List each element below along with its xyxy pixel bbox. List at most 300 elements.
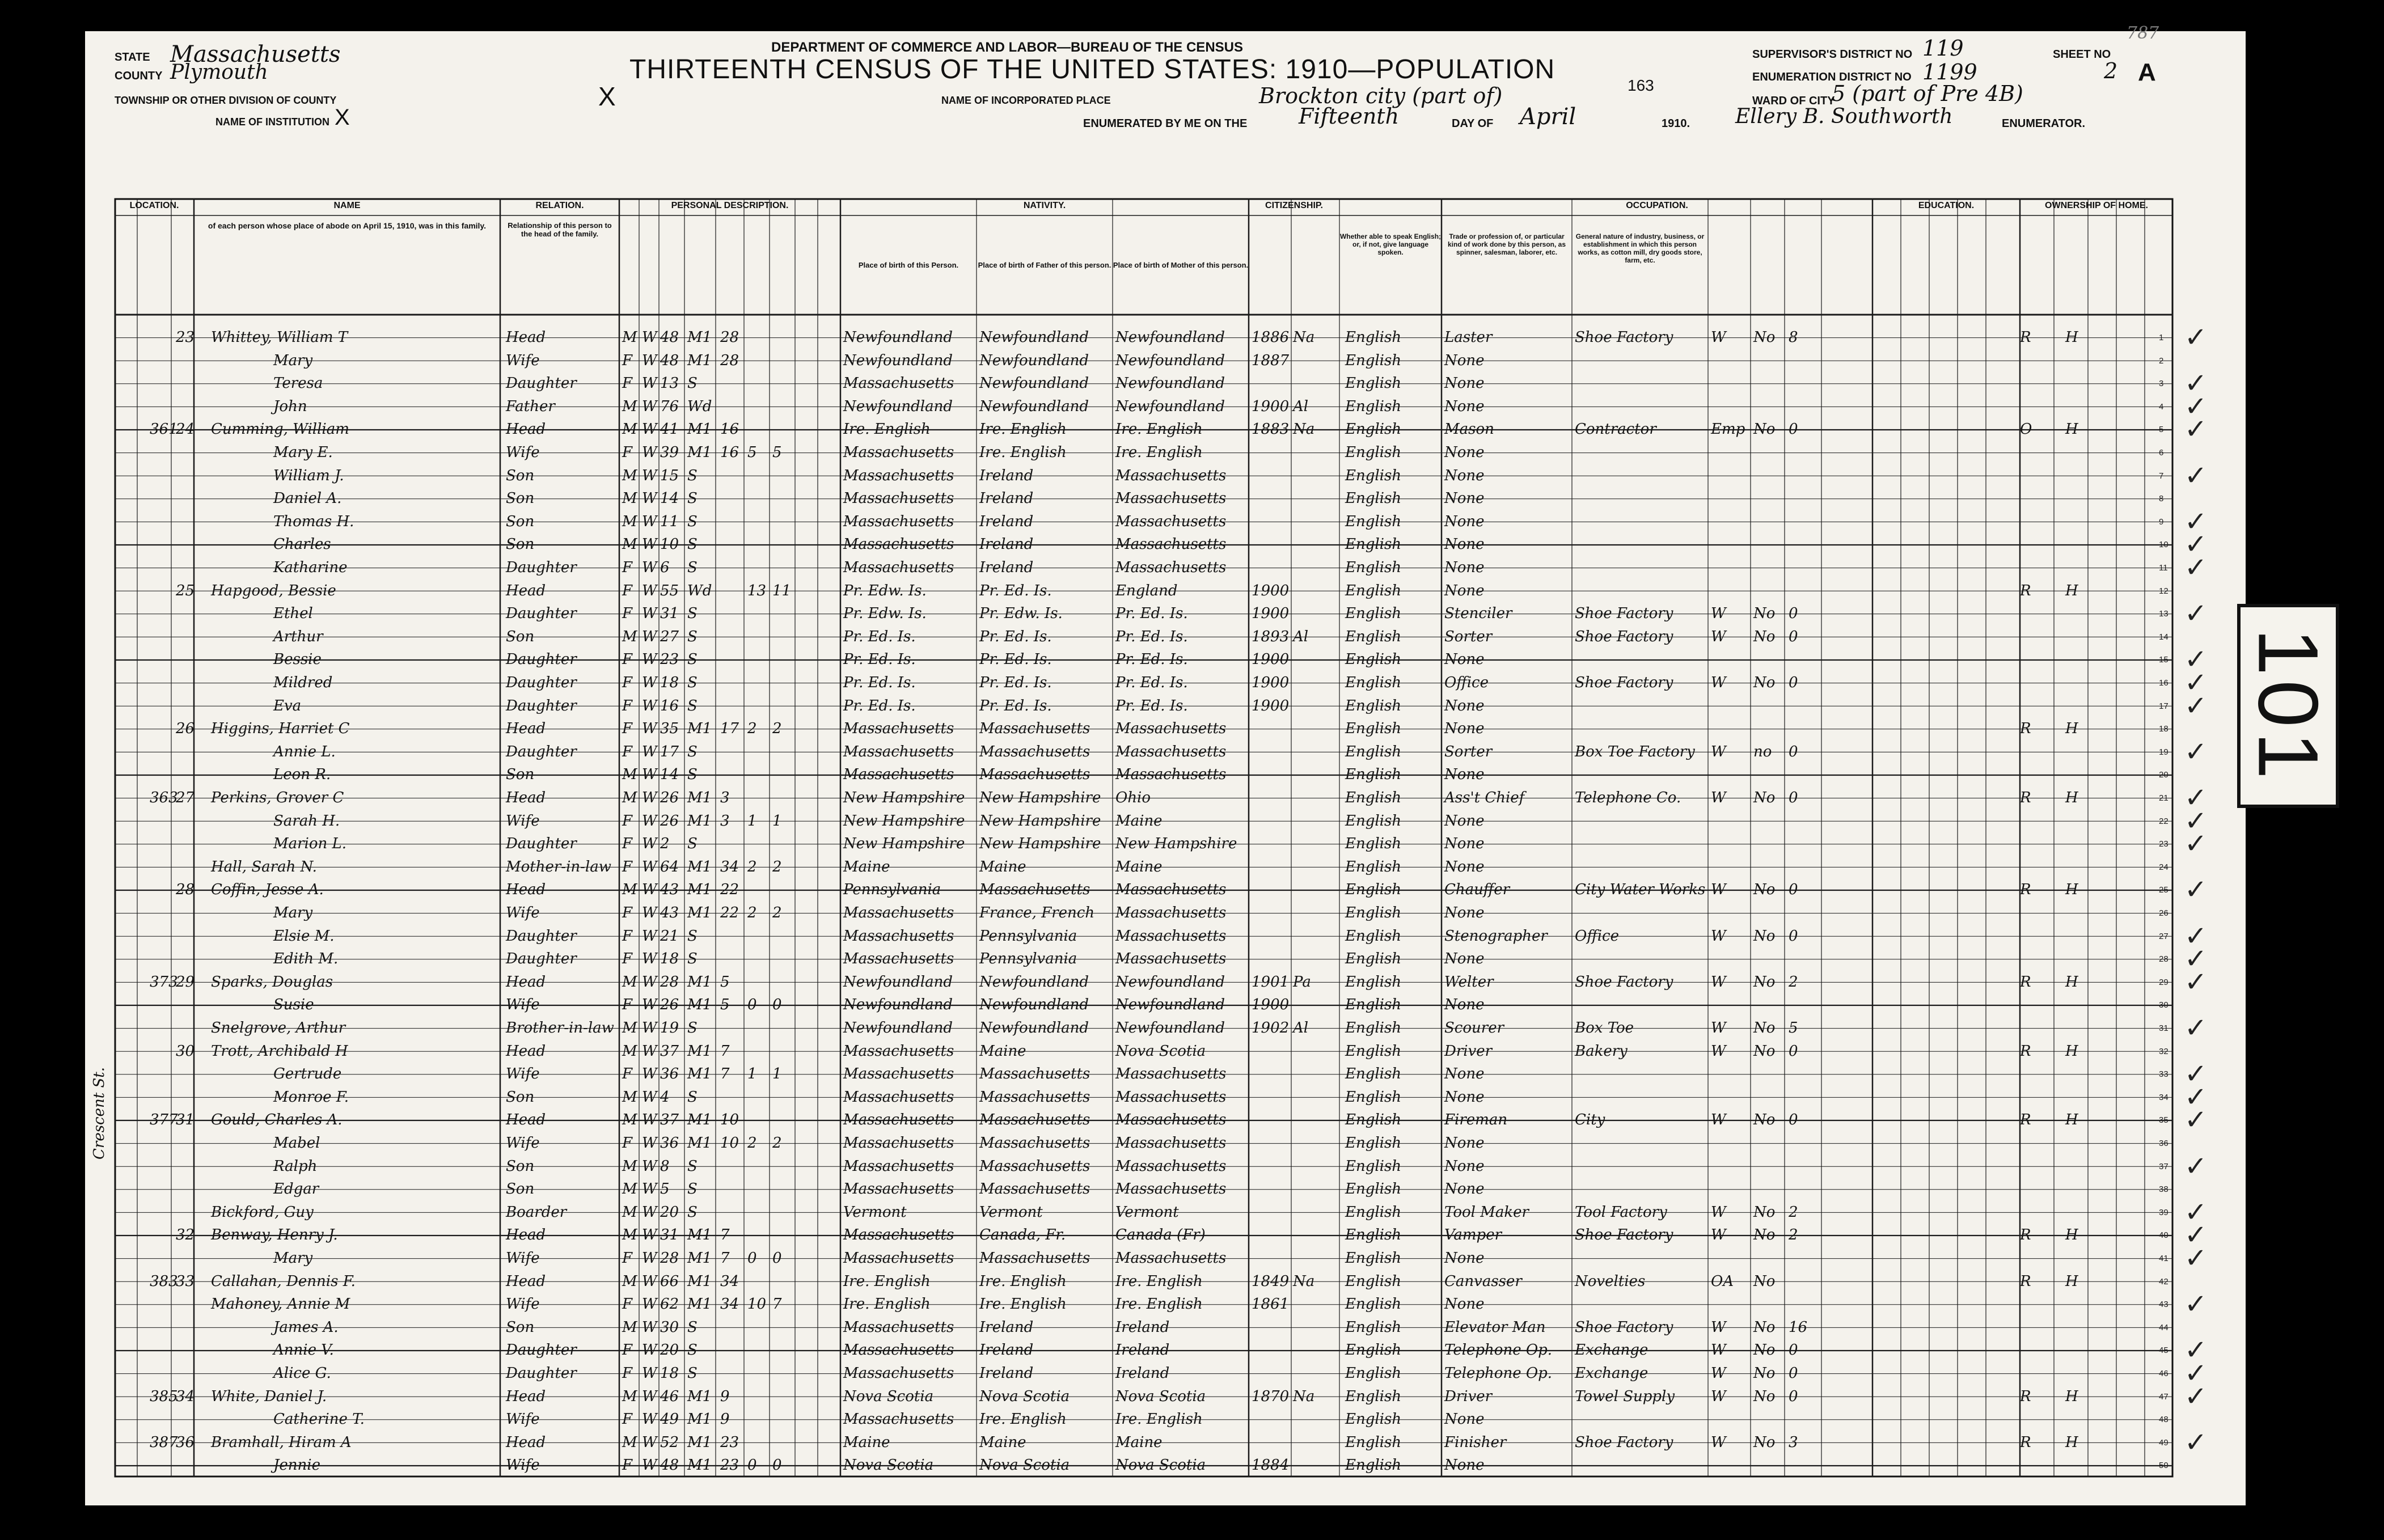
row-number: 26	[2159, 908, 2169, 918]
cell-rel: Daughter	[506, 605, 577, 623]
cell-bp: Massachusetts	[843, 559, 954, 576]
cell-sex: M	[622, 1203, 637, 1221]
cell-occ: Driver	[1444, 1042, 1493, 1060]
cell-born: 2	[747, 858, 757, 875]
cell-fbp: France, French	[979, 904, 1095, 921]
cell-lang: English	[1345, 904, 1402, 921]
cell-occ: Sorter	[1444, 628, 1493, 645]
cell-sex: F	[622, 651, 633, 669]
sheet-label: SHEET NO	[2053, 48, 2111, 61]
cell-sex: F	[622, 950, 633, 968]
cell-sex: F	[622, 697, 633, 714]
cell-fbp: Ire. English	[979, 1411, 1067, 1428]
tally-check-mark: ✓	[2184, 459, 2208, 492]
cell-mbp: Newfoundland	[1115, 397, 1225, 415]
cell-occ: None	[1444, 582, 1485, 599]
cell-bp: Massachusetts	[843, 1250, 954, 1267]
cell-fbp: Pr. Ed. Is.	[979, 651, 1052, 669]
cell-age: 18	[660, 674, 679, 691]
row-number: 49	[2159, 1437, 2169, 1448]
cell-rel: Wife	[506, 1296, 540, 1313]
cell-ms: M1	[687, 1250, 712, 1267]
cell-race: W	[642, 329, 657, 346]
cell-lang: English	[1345, 582, 1402, 599]
cell-bp: Newfoundland	[843, 397, 953, 415]
cell-own: R	[2020, 1226, 2031, 1244]
cell-imm: 1849	[1252, 1272, 1290, 1290]
cell-lang: English	[1345, 1457, 1402, 1474]
cell-name: Bessie	[273, 651, 322, 669]
cell-rel: Father	[506, 397, 555, 415]
cell-yrs: 3	[720, 812, 730, 830]
cell-ms: M1	[687, 720, 712, 738]
cell-ind: Office	[1575, 927, 1619, 945]
cell-alive: 0	[772, 1457, 782, 1474]
cell-mbp: Massachusetts	[1115, 536, 1227, 553]
cell-fam: 24	[176, 421, 195, 438]
cell-wk: 0	[1789, 628, 1798, 645]
cell-unemp: No	[1753, 1318, 1776, 1336]
cell-name: Benway, Henry J.	[211, 1226, 338, 1244]
tally-check-mark: ✓	[2184, 828, 2208, 860]
cell-ms: M1	[687, 329, 712, 346]
row-number: 31	[2159, 1023, 2169, 1033]
cell-alive: 0	[772, 996, 782, 1014]
cell-lang: English	[1345, 536, 1402, 553]
cell-born: 1	[747, 812, 757, 830]
cell-age: 11	[660, 513, 679, 530]
cell-sex: F	[622, 927, 633, 945]
tally-check-mark: ✓	[2184, 805, 2208, 837]
cell-unemp: No	[1753, 628, 1776, 645]
cell-age: 17	[660, 743, 679, 760]
place-label: NAME OF INCORPORATED PLACE	[941, 95, 1111, 106]
cell-bp: Massachusetts	[843, 950, 954, 968]
cell-imm: 1886	[1252, 329, 1290, 346]
cell-race: W	[642, 835, 657, 853]
cell-lang: English	[1345, 375, 1402, 392]
cell-wk: 2	[1789, 1203, 1798, 1221]
cell-sex: M	[622, 490, 637, 507]
cell-occ: Stenographer	[1444, 927, 1548, 945]
cell-emp: W	[1711, 1203, 1726, 1221]
cell-name: Mildred	[273, 674, 333, 691]
county-value: Plymouth	[170, 61, 268, 84]
cell-rel: Head	[506, 421, 546, 438]
cell-sex: M	[622, 789, 637, 806]
row-number: 38	[2159, 1184, 2169, 1195]
cell-occ: Ass't Chief	[1444, 789, 1525, 806]
cell-lang: English	[1345, 1181, 1402, 1198]
cell-occ: None	[1444, 352, 1485, 369]
row-number: 9	[2159, 517, 2164, 527]
county-label: COUNTY	[115, 70, 163, 82]
cell-imm: 1900	[1252, 582, 1290, 599]
institution-value: X	[335, 105, 350, 130]
cell-occ: None	[1444, 1411, 1485, 1428]
cell-bp: Ire. English	[843, 421, 931, 438]
cell-bp: Massachusetts	[843, 1181, 954, 1198]
corner-number: 787	[2127, 23, 2159, 43]
cell-race: W	[642, 1411, 657, 1428]
row-number: 20	[2159, 770, 2169, 780]
cell-race: W	[642, 651, 657, 669]
cell-lang: English	[1345, 789, 1402, 806]
cell-race: W	[642, 1111, 657, 1129]
cell-rel: Head	[506, 1111, 546, 1129]
cell-rel: Daughter	[506, 651, 577, 669]
tally-check-mark: ✓	[2184, 874, 2208, 906]
cell-alive: 2	[772, 904, 782, 921]
enumerated-label: ENUMERATED BY ME ON THE	[1083, 117, 1248, 130]
cell-ms: Wd	[687, 582, 712, 599]
cell-emp: W	[1711, 743, 1726, 760]
cell-fbp: Newfoundland	[979, 352, 1089, 369]
cell-fbp: Pr. Ed. Is.	[979, 582, 1052, 599]
cell-ms: S	[687, 467, 698, 484]
row-number: 19	[2159, 747, 2169, 757]
cell-wk: 2	[1789, 973, 1798, 991]
cell-born: 5	[747, 444, 757, 461]
cell-lang: English	[1345, 1135, 1402, 1152]
cell-bp: Pr. Ed. Is.	[843, 651, 916, 669]
cell-sex: F	[622, 1411, 633, 1428]
cell-lang: English	[1345, 743, 1402, 760]
cell-mbp: Massachusetts	[1115, 927, 1227, 945]
cell-sex: M	[622, 1226, 637, 1244]
cell-race: W	[642, 1226, 657, 1244]
cell-mbp: Maine	[1115, 858, 1163, 875]
cell-mbp: Newfoundland	[1115, 973, 1225, 991]
relation-header: RELATION.	[535, 201, 584, 210]
cell-rel: Daughter	[506, 1342, 577, 1359]
row-number: 10	[2159, 540, 2169, 550]
cell-race: W	[642, 490, 657, 507]
cell-bp: Massachusetts	[843, 1157, 954, 1175]
cell-fbp: Pr. Ed. Is.	[979, 628, 1052, 645]
cell-rel: Head	[506, 1272, 546, 1290]
cell-rel: Head	[506, 582, 546, 599]
supervisor-label: SUPERVISOR'S DISTRICT NO	[1752, 48, 1913, 61]
cell-age: 10	[660, 536, 679, 553]
cell-race: W	[642, 697, 657, 714]
cell-emp: W	[1711, 1387, 1726, 1405]
cell-ms: S	[687, 490, 698, 507]
cell-wk: 0	[1789, 927, 1798, 945]
cell-unemp: No	[1753, 1111, 1776, 1129]
cell-age: 43	[660, 881, 679, 899]
cell-bp: Pr. Edw. Is.	[843, 605, 927, 623]
cell-yrs: 10	[720, 1111, 739, 1129]
row-number: 37	[2159, 1161, 2169, 1171]
cell-sex: M	[622, 397, 637, 415]
cell-race: W	[642, 1135, 657, 1152]
cell-yrs: 9	[720, 1387, 730, 1405]
cell-bp: Massachusetts	[843, 1111, 954, 1129]
cell-ms: M1	[687, 1272, 712, 1290]
cell-occ: Tool Maker	[1444, 1203, 1529, 1221]
cell-name: William J.	[273, 467, 344, 484]
cell-name: Ethel	[273, 605, 313, 623]
cell-age: 37	[660, 1042, 679, 1060]
cell-fam: 27	[176, 789, 195, 806]
cell-lang: English	[1345, 559, 1402, 576]
cell-lang: English	[1345, 421, 1402, 438]
cell-ind: Box Toe Factory	[1575, 743, 1695, 760]
cell-mbp: Ireland	[1115, 1318, 1170, 1336]
cell-name: Arthur	[273, 628, 323, 645]
citizenship-header: CITIZENSHIP.	[1265, 201, 1323, 210]
cell-age: 15	[660, 467, 679, 484]
cell-fh: H	[2065, 1226, 2078, 1244]
cell-name: Sparks, Douglas	[211, 973, 333, 991]
cell-bp: Massachusetts	[843, 1065, 954, 1083]
trade-header: Trade or profession of, or particular kind of work done by this person, as spinner, salesman, laborer, etc.	[1447, 232, 1566, 256]
cell-name: Jennie	[273, 1457, 321, 1474]
cell-name: White, Daniel J.	[211, 1387, 327, 1405]
cell-race: W	[642, 996, 657, 1014]
personal-description-header: PERSONAL DESCRIPTION.	[671, 201, 789, 210]
side-tab-number: 101	[2241, 628, 2336, 784]
row-number: 48	[2159, 1415, 2169, 1425]
cell-sex: F	[622, 352, 633, 369]
cell-occ: None	[1444, 467, 1485, 484]
tally-check-mark: ✓	[2184, 920, 2208, 952]
cell-alive: 1	[772, 1065, 782, 1083]
cell-ms: S	[687, 513, 698, 530]
cell-fbp: Pr. Ed. Is.	[979, 674, 1052, 691]
cell-rel: Daughter	[506, 950, 577, 968]
cell-fbp: Pr. Edw. Is.	[979, 605, 1063, 623]
relation-column-description: Relationship of this person to the head of the family.	[508, 221, 612, 238]
cell-fam: 32	[176, 1226, 195, 1244]
cell-dw: 383	[150, 1272, 178, 1290]
cell-wk: 0	[1789, 1365, 1798, 1382]
cell-name: Perkins, Grover C	[211, 789, 344, 806]
cell-mbp: Nova Scotia	[1115, 1457, 1206, 1474]
cell-bp: Massachusetts	[843, 766, 954, 784]
cell-sex: M	[622, 1272, 637, 1290]
cell-age: 31	[660, 605, 679, 623]
education-header: EDUCATION.	[1918, 201, 1975, 210]
cell-lang: English	[1345, 812, 1402, 830]
tally-check-mark: ✓	[2184, 528, 2208, 561]
institution-label: NAME OF INSTITUTION	[215, 116, 329, 128]
cell-rel: Head	[506, 329, 546, 346]
binder-hole	[65, 1229, 84, 1249]
cell-name: Mary	[273, 352, 313, 369]
cell-fbp: Vermont	[979, 1203, 1043, 1221]
cell-rel: Son	[506, 1181, 535, 1198]
cell-race: W	[642, 628, 657, 645]
cell-rel: Wife	[506, 1457, 540, 1474]
cell-bp: Massachusetts	[843, 1088, 954, 1106]
row-number: 30	[2159, 1000, 2169, 1010]
cell-fbp: Massachusetts	[979, 1065, 1090, 1083]
side-tab	[2237, 604, 2339, 808]
cell-fam: 34	[176, 1387, 195, 1405]
cell-emp: W	[1711, 1042, 1726, 1060]
cell-emp: W	[1711, 1342, 1726, 1359]
cell-ind: Shoe Factory	[1575, 1433, 1673, 1451]
tally-check-mark: ✓	[2184, 782, 2208, 814]
cell-fam: 28	[176, 881, 195, 899]
row-number: 33	[2159, 1069, 2169, 1080]
cell-ms: M1	[687, 1111, 712, 1129]
tally-check-mark: ✓	[2184, 667, 2208, 699]
cell-name: Eva	[273, 697, 302, 714]
cell-sex: F	[622, 605, 633, 623]
cell-emp: W	[1711, 927, 1726, 945]
cell-fam: 36	[176, 1433, 195, 1451]
cell-fh: H	[2065, 881, 2078, 899]
cell-name: Mabel	[273, 1135, 320, 1152]
cell-mbp: Ire. English	[1115, 421, 1203, 438]
cell-race: W	[642, 1250, 657, 1267]
cell-yrs: 7	[720, 1250, 730, 1267]
cell-sex: M	[622, 881, 637, 899]
tally-check-mark: ✓	[2184, 1219, 2208, 1251]
cell-rel: Daughter	[506, 375, 577, 392]
cell-cit: Na	[1293, 1272, 1315, 1290]
cell-age: 41	[660, 421, 679, 438]
cell-occ: None	[1444, 766, 1485, 784]
cell-fbp: Ireland	[979, 536, 1034, 553]
cell-mbp: Massachusetts	[1115, 513, 1227, 530]
cell-bp: Pr. Ed. Is.	[843, 674, 916, 691]
tally-check-mark: ✓	[2184, 1334, 2208, 1366]
cell-race: W	[642, 1433, 657, 1451]
cell-fbp: Newfoundland	[979, 973, 1089, 991]
cell-occ: Vamper	[1444, 1226, 1502, 1244]
cell-race: W	[642, 582, 657, 599]
cell-rel: Wife	[506, 444, 540, 461]
cell-bp: Massachusetts	[843, 513, 954, 530]
row-number: 2	[2159, 356, 2164, 366]
cell-lang: English	[1345, 444, 1402, 461]
cell-mbp: Massachusetts	[1115, 950, 1227, 968]
cell-ms: M1	[687, 789, 712, 806]
cell-lang: English	[1345, 1318, 1402, 1336]
cell-name: Sarah H.	[273, 812, 340, 830]
cell-mbp: Massachusetts	[1115, 1135, 1227, 1152]
cell-cit: Al	[1293, 628, 1309, 645]
cell-race: W	[642, 812, 657, 830]
cell-bp: New Hampshire	[843, 789, 965, 806]
cell-lang: English	[1345, 513, 1402, 530]
cell-yrs: 5	[720, 973, 730, 991]
industry-header: General nature of industry, business, or establishment in which this person works, as cotton mill, dry goods store, farm, etc.	[1575, 232, 1705, 264]
cell-rel: Wife	[506, 996, 540, 1014]
cell-alive: 2	[772, 858, 782, 875]
cell-mbp: Ire. English	[1115, 1272, 1203, 1290]
cell-sex: M	[622, 467, 637, 484]
row-number: 29	[2159, 977, 2169, 987]
cell-unemp: No	[1753, 421, 1776, 438]
cell-bp: Maine	[843, 1433, 890, 1451]
cell-age: 13	[660, 375, 679, 392]
cell-rel: Daughter	[506, 1365, 577, 1382]
cell-ms: Wd	[687, 397, 712, 415]
cell-yrs: 7	[720, 1226, 730, 1244]
language-header: Whether able to speak English; or, if not, give language spoken.	[1339, 232, 1442, 256]
cell-race: W	[642, 1042, 657, 1060]
cell-occ: None	[1444, 1181, 1485, 1198]
cell-sex: M	[622, 1387, 637, 1405]
cell-yrs: 5	[720, 996, 730, 1014]
cell-name: Snelgrove, Arthur	[211, 1019, 346, 1036]
cell-ms: S	[687, 605, 698, 623]
cell-lang: English	[1345, 329, 1402, 346]
cell-race: W	[642, 950, 657, 968]
cell-occ: Mason	[1444, 421, 1494, 438]
row-number: 24	[2159, 862, 2169, 872]
cell-mbp: Massachusetts	[1115, 559, 1227, 576]
cell-age: 39	[660, 444, 679, 461]
cell-fbp: Pr. Ed. Is.	[979, 697, 1052, 714]
cell-fh: H	[2065, 1042, 2078, 1060]
cell-name: Higgins, Harriet C	[211, 720, 350, 738]
cell-lang: English	[1345, 835, 1402, 853]
cell-ms: S	[687, 1342, 698, 1359]
cell-imm: 1870	[1252, 1387, 1290, 1405]
cell-ind: Shoe Factory	[1575, 329, 1673, 346]
cell-rel: Brother-in-law	[506, 1019, 614, 1036]
cell-unemp: No	[1753, 927, 1776, 945]
cell-lang: English	[1345, 950, 1402, 968]
cell-imm: 1900	[1252, 605, 1290, 623]
tally-check-mark: ✓	[2184, 1242, 2208, 1274]
cell-name: Callahan, Dennis F.	[211, 1272, 356, 1290]
cell-age: 16	[660, 697, 679, 714]
cell-cit: Na	[1293, 1387, 1315, 1405]
row-number: 17	[2159, 701, 2169, 711]
cell-age: 31	[660, 1226, 679, 1244]
cell-fbp: Newfoundland	[979, 329, 1089, 346]
cell-ms: S	[687, 766, 698, 784]
cell-age: 66	[660, 1272, 679, 1290]
cell-own: R	[2020, 1387, 2031, 1405]
cell-fam: 26	[176, 720, 195, 738]
cell-lang: English	[1345, 973, 1402, 991]
cell-age: 48	[660, 329, 679, 346]
cell-age: 26	[660, 812, 679, 830]
cell-bp: Newfoundland	[843, 329, 953, 346]
cell-lang: English	[1345, 1342, 1402, 1359]
cell-lang: English	[1345, 996, 1402, 1014]
cell-bp: Massachusetts	[843, 536, 954, 553]
cell-lang: English	[1345, 674, 1402, 691]
cell-race: W	[642, 467, 657, 484]
enumeration-month: April	[1520, 104, 1576, 130]
cell-own: R	[2020, 973, 2031, 991]
cell-ms: M1	[687, 352, 712, 369]
cell-sex: F	[622, 720, 633, 738]
cell-ind: Shoe Factory	[1575, 674, 1673, 691]
cell-bp: Massachusetts	[843, 904, 954, 921]
cell-born: 0	[747, 1457, 757, 1474]
cell-fbp: Maine	[979, 1433, 1026, 1451]
tally-check-mark: ✓	[2184, 413, 2208, 446]
cell-fbp: Massachusetts	[979, 1088, 1090, 1106]
cell-wk: 5	[1789, 1019, 1798, 1036]
cell-fbp: Massachusetts	[979, 720, 1090, 738]
cell-fbp: Maine	[979, 858, 1026, 875]
cell-cit: Na	[1293, 421, 1315, 438]
cell-age: 37	[660, 1111, 679, 1129]
cell-lang: English	[1345, 467, 1402, 484]
cell-sex: F	[622, 835, 633, 853]
